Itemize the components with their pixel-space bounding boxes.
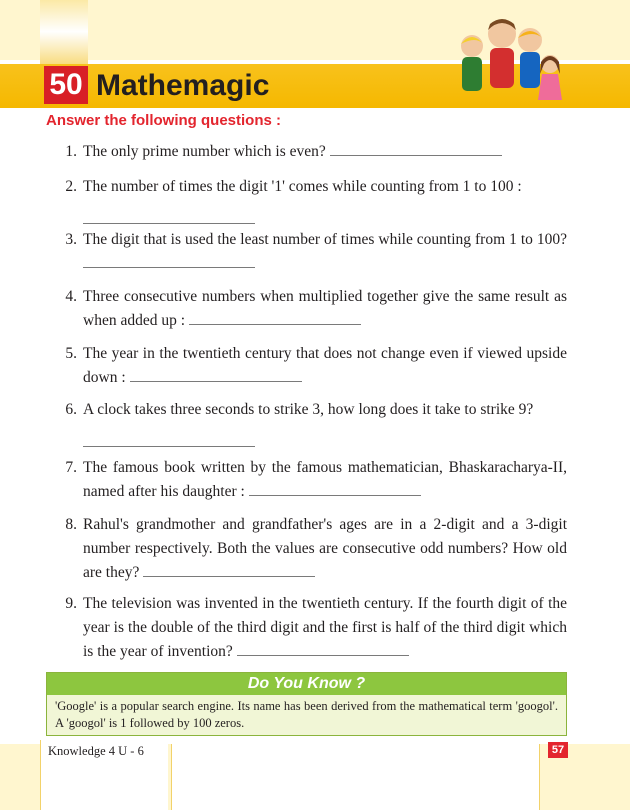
answer-blank[interactable] <box>189 310 361 325</box>
header-glow <box>40 0 88 70</box>
question-text: A clock takes three seconds to strike 3, how long does it take to strike 9? <box>83 401 534 418</box>
did-you-know-box <box>46 672 567 736</box>
instructions: Answer the following questions : <box>46 112 282 129</box>
kids-illustration <box>452 14 564 106</box>
question-text: Rahul's grandmother and grandfather's ages are in a 2-digit and a 3-digit number respectively. Both the values are consecutive odd numbers? How old are they? <box>83 516 567 581</box>
question-text: The number of times the digit '1' comes while counting from 1 to 100 : <box>83 178 522 195</box>
page-number: 57 <box>548 742 568 758</box>
answer-blank[interactable] <box>130 367 302 382</box>
answer-blank[interactable] <box>143 562 315 577</box>
did-you-know-heading: Do You Know ? <box>47 673 566 695</box>
question-text: The digit that is used the least number of times while counting from 1 to 100? <box>83 231 567 248</box>
question-number: 1. <box>65 143 77 160</box>
question-2 <box>55 175 567 224</box>
footer-center-panel <box>171 744 540 810</box>
question-number: 2. <box>65 178 77 195</box>
chapter-title: Mathemagic <box>96 69 270 102</box>
question-number: 3. <box>65 231 77 248</box>
question-9 <box>55 592 567 664</box>
question-7 <box>55 456 567 504</box>
answer-blank[interactable] <box>237 641 409 656</box>
question-text: The year in the twentieth century that does not change even if viewed upside down : <box>83 345 567 386</box>
answer-blank[interactable] <box>330 141 502 156</box>
question-number: 6. <box>65 401 77 418</box>
answer-blank[interactable] <box>249 481 421 496</box>
answer-blank[interactable] <box>83 209 255 224</box>
question-text: The only prime number which is even? <box>83 143 326 160</box>
question-number: 8. <box>65 516 77 533</box>
answer-blank[interactable] <box>83 432 255 447</box>
question-number: 7. <box>65 459 77 476</box>
chapter-number: 50 <box>44 66 88 104</box>
question-text: The television was invented in the twentieth century. If the fourth digit of the year is the double of the third digit and the first is half of the third digit which is the year of invention? <box>83 595 567 660</box>
question-3 <box>55 228 567 276</box>
question-text: Three consecutive numbers when multiplied together give the same result as when added up : <box>83 288 567 329</box>
footer-book-title: Knowledge 4 U - 6 <box>48 744 144 758</box>
question-1 <box>55 140 567 164</box>
answer-blank[interactable] <box>83 253 255 268</box>
question-4 <box>55 285 567 333</box>
question-text: The famous book written by the famous mathematician, Bhaskaracharya-II, named after his daughter : <box>83 459 567 500</box>
question-8 <box>55 513 567 585</box>
question-6 <box>55 398 567 447</box>
question-5 <box>55 342 567 390</box>
question-number: 9. <box>65 595 77 612</box>
question-number: 4. <box>65 288 77 305</box>
question-number: 5. <box>65 345 77 362</box>
did-you-know-text: 'Google' is a popular search engine. Its name has been derived from the mathematical term 'googol'. A 'googol' is 1 followed by 100 zeros. <box>55 699 558 730</box>
